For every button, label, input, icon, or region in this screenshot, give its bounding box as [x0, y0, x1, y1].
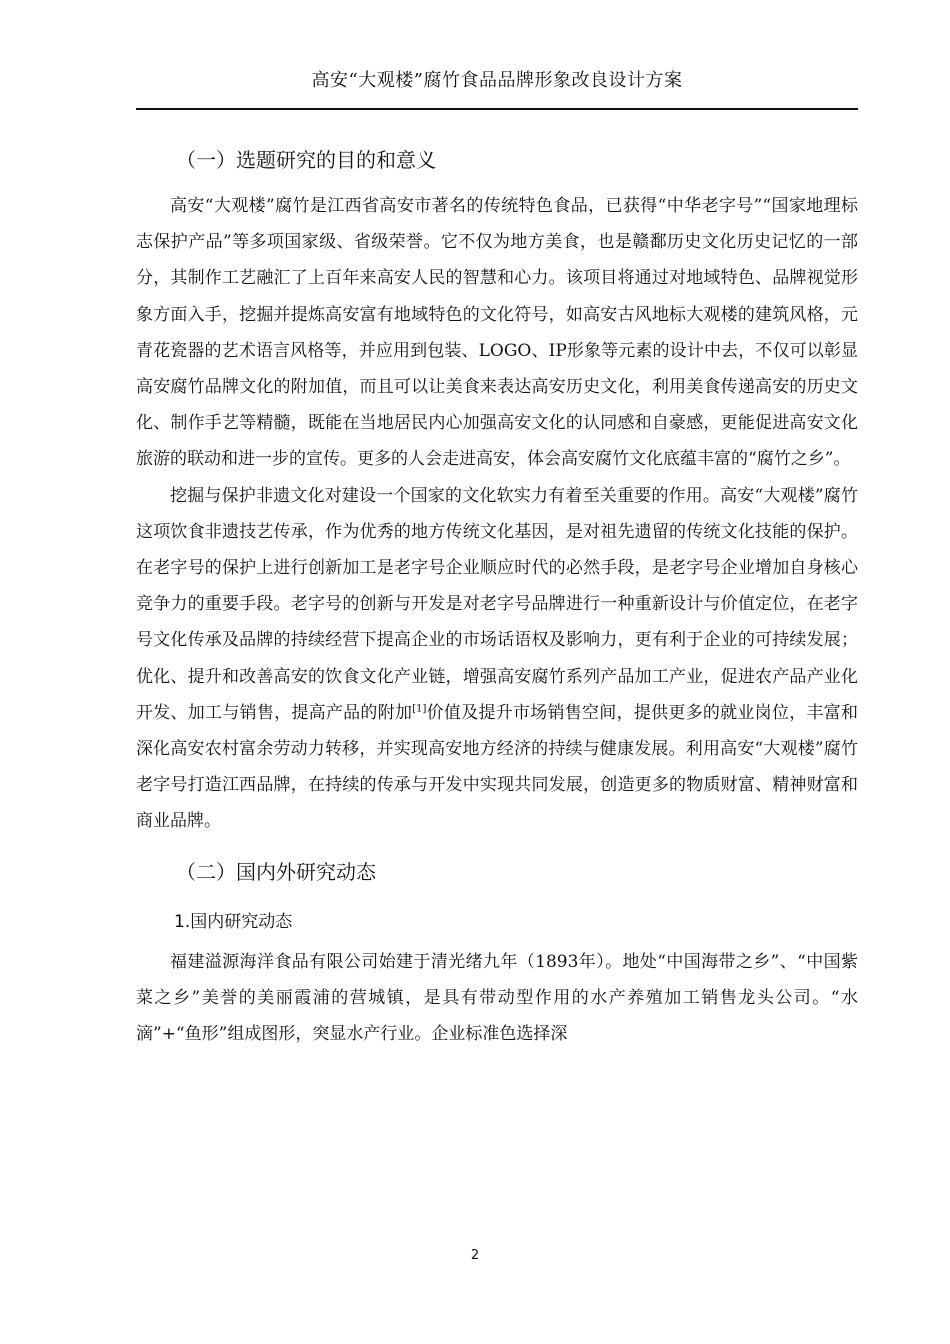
paragraph-domestic-1: 福建溢源海洋食品有限公司始建于清光绪九年（1893年）。地处“中国海带之乡”、“中国紫菜之乡”美誉的美丽霞浦的营城镇，是具有带动型作用的水产养殖加工销售龙头公司。“水滴”+“鱼形”组成图形，突显水产行业。企业标准色选择深 [136, 951, 858, 1045]
citation-reference[interactable]: [1] [412, 703, 427, 715]
section-heading-research-status: （二）国内外研究动态 [176, 859, 376, 884]
subsection-heading-domestic: 1.国内研究动态 [174, 911, 293, 932]
paragraph-purpose-2 [136, 478, 858, 840]
section-heading-purpose: （一）选题研究的目的和意义 [176, 148, 436, 172]
paragraph-text: 价值及提升市场销售空间，提供更多的就业岗位，丰富和深化高安农村富余劳动力转移，并实现高安地方经济的持续与健康发展。利用高安“大观楼”腐竹老字号打造江西品牌，在持续的传承与开发中实现共同发展，创造更多的物质财富、精神财富和商业品牌。 [136, 702, 859, 832]
page-header: 高安“大观楼”腐竹食品品牌形象改良设计方案 [311, 70, 683, 91]
paragraph-purpose-1: 高安“大观楼”腐竹是江西省高安市著名的传统特色食品，已获得“中华老字号”“国家地理标志保护产品”等多项国家级、省级荣誉。它不仅为地方美食，也是赣鄱历史文化历史记忆的一部分，其制作工艺融汇了上百年来高安人民的智慧和心力。该项目将通过对地域特色、品牌视觉形象方面入手，挖掘并提炼高安富有地域特色的文化符号，如高安古风地标大观楼的建筑风格，元青花瓷器的艺术语言风格等，并应用到包装、LOGO、IP形象等元素的设计中去，不仅可以彰显高安腐竹品牌文化的附加值，而且可以让美食来表达高安历史文化，利用美食传递高安的历史文化、制作手艺等精髓，既能在当地居民内心加强高安文化的认同感和自豪感，更能促进高安文化旅游的联动和进一步的宣传。更多的人会走进高安，体会高安腐竹文化底蕴丰富的“腐竹之乡”。 [136, 196, 858, 470]
paragraph-text: 挖掘与保护非遗文化对建设一个国家的文化软实力有着至关重要的作用。高安“大观楼”腐竹这项饮食非遗技艺传承，作为优秀的地方传统文化基因，是对祖先遗留的传统文化技能的保护。在老字号的保护上进行创新加工是老字号企业顺应时代的必然手段，是老字号企业增加自身核心竞争力的重要手段。老字号的创新与开发是对老字号品牌进行一种重新设计与价值定位，在老字号文化传承及品牌的持续经营下提高企业的市场话语权及影响力，更有利于企业的可持续发展；优化、提升和改善高安的饮食文化产业链，增强高安腐竹系列产品加工产业，促进农产品产业化开发、加工与销售，提高产品的附加 [136, 485, 858, 723]
page-number: 2 [470, 1248, 480, 1263]
document-body [136, 138, 858, 1052]
header-divider [136, 108, 858, 110]
